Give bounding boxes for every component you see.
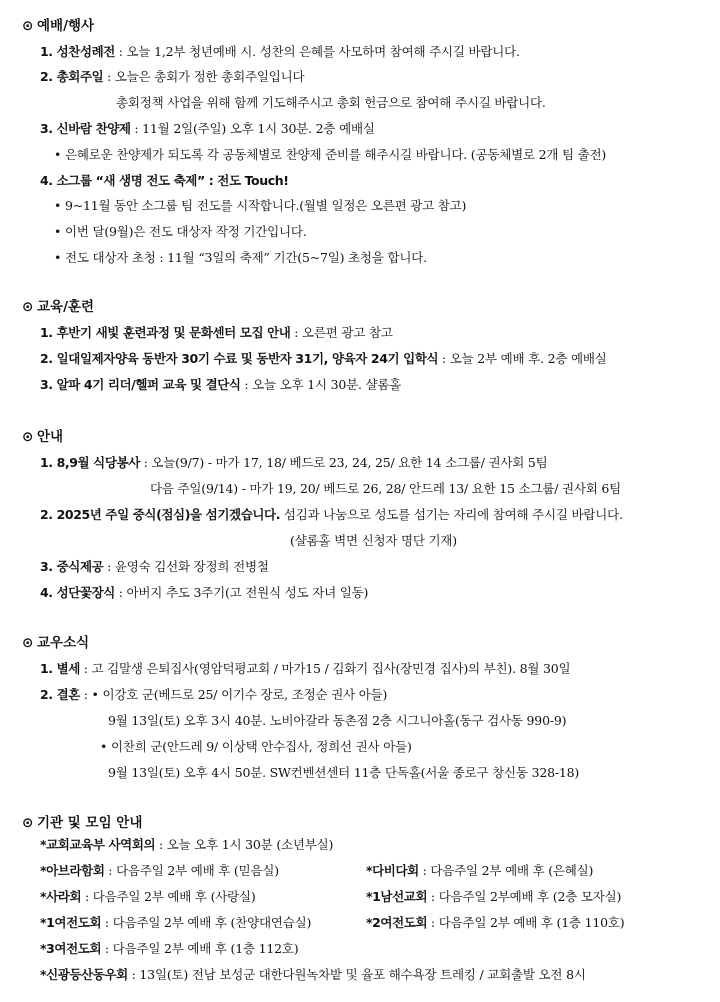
item-text: : 오늘은 총회가 정한 총회주일입니다	[103, 69, 305, 84]
item-text: : 아버지 추도 3주기(고 전원식 성도 자녀 일동)	[114, 585, 369, 600]
item-text: : 오늘(9/7) - 마가 17, 18/ 베드로 23, 24, 25/ 요한 14 소그룹/ 권사회 5팀	[139, 455, 548, 470]
sub-bullet: • 은혜로운 찬양제가 되도록 각 공동체별로 찬양제 준비를 해주시길 바랍니다. (공동체별로 2개 팀 출전)	[54, 147, 607, 162]
item-label: *1남선교회	[366, 889, 428, 904]
item-label: 1. 별세	[40, 661, 80, 676]
item-text: : 오른편 광고 참고	[290, 325, 393, 340]
item-text: 섬김과 나눔으로 성도를 섬기는 자리에 참여해 주시길 바랍니다.	[280, 507, 623, 522]
group-item	[40, 887, 256, 905]
section-title-notice	[22, 425, 63, 445]
item-text: : 다음주일 2부 예배 후 (1층 112호)	[101, 941, 299, 956]
announcement-item	[40, 349, 607, 367]
item-text: : 오늘 오후 1시 30분 (소년부실)	[155, 837, 334, 852]
section-title-groups	[22, 811, 142, 831]
item-label: *아브라함회	[40, 863, 105, 878]
item-label: 1. 8,9월 식당봉사	[40, 455, 140, 470]
circled-dot-icon: ⊙	[22, 299, 34, 315]
item-continuation: (샬롬홀 벽면 신청자 명단 기재)	[290, 533, 457, 548]
item-continuation: 다음 주일(9/14) - 마가 19, 20/ 베드로 26, 28/ 안드레 13/ 요한 15 소그룹/ 권사회 6팀	[150, 481, 622, 496]
item-continuation: 9월 13일(토) 오후 3시 40분. 노비아갈라 동촌점 2층 시그니아홀(동구 검사동 990-9)	[108, 713, 567, 728]
announcement-item	[40, 67, 304, 85]
item-label: 1. 성찬성례전	[40, 44, 115, 59]
announcement-item	[40, 375, 401, 393]
announcement-item	[40, 505, 623, 523]
circled-dot-icon: ⊙	[22, 635, 34, 651]
group-item	[40, 835, 333, 853]
group-item	[366, 913, 624, 931]
group-item	[40, 965, 586, 983]
item-label: *신광등산동우회	[40, 967, 128, 982]
section-title-text: 안내	[37, 429, 64, 445]
item-text: : 오늘 1,2부 청년예배 시. 성찬의 은혜를 사모하며 참여해 주시길 바랍니다.	[114, 44, 520, 59]
announcement-item	[40, 171, 289, 189]
item-text: : 오늘 2부 예배 후. 2층 예배실	[438, 351, 607, 366]
item-text: : 윤영숙 김선화 장정희 전병철	[103, 559, 269, 574]
announcement-item	[40, 323, 393, 341]
announcement-item	[40, 659, 570, 677]
item-text: : 13일(토) 전남 보성군 대한다원녹차밭 및 율포 해수욕장 트레킹 / 교회출발 오전 8시	[127, 967, 586, 982]
item-text: : 다음주일 2부 예배 후 (1층 110호)	[427, 915, 625, 930]
item-text: : 고 김말생 은퇴집사(영암덕평교회 / 마가15 / 김화기 집사(장민경 집사)의 부친). 8월 30일	[79, 661, 571, 676]
circled-dot-icon: ⊙	[22, 429, 34, 445]
item-label: 2. 결혼	[40, 687, 80, 702]
announcement-item	[40, 685, 387, 703]
item-label: 4. 성단꽃장식	[40, 585, 115, 600]
circled-dot-icon: ⊙	[22, 815, 34, 831]
announcement-item	[40, 557, 269, 575]
item-label: *다비다회	[366, 863, 419, 878]
item-text: : 다음주일 2부 예배 후 (은혜실)	[418, 863, 594, 878]
section-title-worship	[22, 14, 94, 34]
sub-bullet: • 전도 대상자 초청 : 11월 “3일의 축제” 기간(5~7일) 초청을 합니다.	[54, 250, 427, 265]
item-label: 3. 중식제공	[40, 559, 104, 574]
announcement-item	[40, 119, 375, 137]
item-label: *1여전도회	[40, 915, 102, 930]
item-text: : 오늘 오후 1시 30분. 샬롬홀	[240, 377, 402, 392]
section-title-education	[22, 295, 94, 315]
item-label: 3. 알파 4기 리더/헬퍼 교육 및 결단식	[40, 377, 241, 392]
announcement-item	[40, 42, 520, 60]
sub-bullet: • 이찬희 군(안드레 9/ 이상택 안수집사, 정희선 권사 아들)	[100, 739, 412, 754]
item-label: 2. 일대일제자양육 동반자 30기 수료 및 동반자 31기, 양육자 24기 입학식	[40, 351, 439, 366]
item-continuation: 총회정책 사업을 위해 함께 기도해주시고 총회 헌금으로 참여해 주시길 바랍니다.	[116, 95, 546, 110]
item-label: 2. 총회주일	[40, 69, 104, 84]
item-label: 4. 소그룹 “새 생명 전도 축제” : 전도 Touch!	[40, 173, 289, 188]
item-label: 1. 후반기 새빛 훈련과정 및 문화센터 모집 안내	[40, 325, 291, 340]
group-item	[40, 913, 311, 931]
item-continuation: 9월 13일(토) 오후 4시 50분. SW컨벤션센터 11층 단독홀(서울 종로구 창신동 328-18)	[108, 765, 580, 780]
item-label: *사라회	[40, 889, 82, 904]
group-item	[366, 861, 593, 879]
section-title-text: 기관 및 모임 안내	[37, 815, 143, 831]
item-text: : 다음주일 2부예배 후 (2층 모자실)	[427, 889, 622, 904]
item-label: 3. 신바람 찬양제	[40, 121, 131, 136]
item-text: : • 이강호 군(베드로 25/ 이기수 장로, 조정순 권사 아들)	[79, 687, 388, 702]
section-title-text: 교육/훈련	[37, 299, 95, 315]
announcement-item	[40, 453, 548, 471]
item-label: *3여전도회	[40, 941, 102, 956]
item-label: 2. 2025년 주일 중식(점심)을 섬기겠습니다.	[40, 507, 281, 522]
section-title-member-news	[22, 631, 89, 651]
item-text: : 다음주일 2부 예배 후 (찬양대연습실)	[101, 915, 312, 930]
group-item	[40, 861, 279, 879]
item-label: *2여전도회	[366, 915, 428, 930]
sub-bullet: • 9~11월 동안 소그룹 팀 전도를 시작합니다.(월별 일정은 오른편 광고 참고)	[54, 198, 467, 213]
group-item	[366, 887, 621, 905]
item-text: : 다음주일 2부 예배 후 (믿음실)	[104, 863, 279, 878]
announcement-item	[40, 583, 368, 601]
group-item	[40, 939, 298, 957]
section-title-text: 교우소식	[37, 635, 90, 651]
item-text: : 11월 2일(주일) 오후 1시 30분. 2층 예배실	[130, 121, 375, 136]
circled-dot-icon: ⊙	[22, 18, 34, 34]
item-label: *교회교육부 사역회의	[40, 837, 156, 852]
section-title-text: 예배/행사	[37, 18, 95, 34]
sub-bullet: • 이번 달(9월)은 전도 대상자 작정 기간입니다.	[54, 224, 307, 239]
item-text: : 다음주일 2부 예배 후 (사랑실)	[81, 889, 256, 904]
